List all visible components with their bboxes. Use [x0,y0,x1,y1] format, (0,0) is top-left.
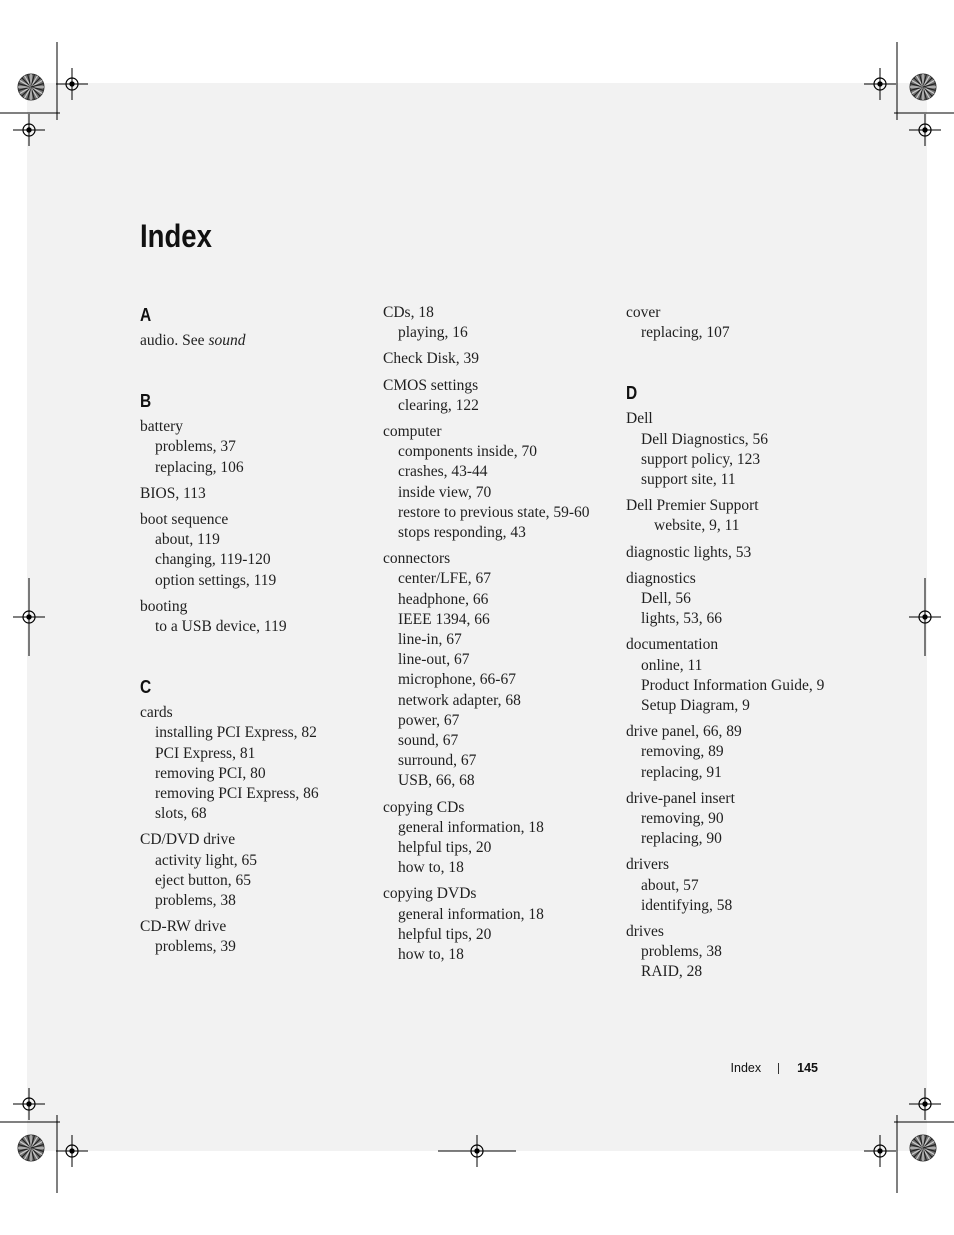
index-entry [140,830,370,911]
index-subentry [383,905,613,925]
index-text: removing PCI, 80 [155,764,266,782]
index-subentry [140,723,370,743]
index-entry [383,549,613,791]
index-subentry [383,503,613,523]
index-subentry [140,764,370,784]
index-entry [626,569,856,630]
index-term [626,855,856,875]
index-subentry [383,323,613,343]
index-term [383,303,613,323]
index-text: eject button, 65 [155,871,251,889]
footer-section-label: Index [730,1061,762,1075]
index-entry-continuation [626,516,856,536]
index-text: playing, 16 [398,324,468,342]
index-term [383,549,613,569]
index-entry [140,331,370,351]
index-term [140,417,370,437]
index-subentry [383,630,613,650]
index-entry [140,510,370,591]
index-section [383,303,613,965]
index-entry [140,917,370,957]
index-text: problems, 39 [155,938,236,956]
index-text: Check Disk, 39 [383,350,480,368]
index-text: drives [626,923,664,941]
index-subentry [626,829,856,849]
index-term [626,789,856,809]
index-text: line-out, 67 [398,651,470,669]
index-text: restore to previous state, 59-60 [398,503,590,521]
index-subentry [140,937,370,957]
index-term [626,303,856,323]
section-letter: C [140,677,152,698]
index-text: drivers [626,856,670,874]
index-subentry [626,896,856,916]
index-text: clearing, 122 [398,396,479,414]
index-text: replacing, 91 [641,763,722,781]
index-term [383,376,613,396]
index-subentry [383,590,613,610]
index-subentry [383,396,613,416]
index-text: to a USB device, 119 [155,618,287,636]
index-entry [626,922,856,983]
index-subentry [383,945,613,965]
index-subentry [626,676,856,696]
index-text: audio. See [140,332,209,349]
index-text: copying CDs [383,798,465,816]
index-subentry [140,530,370,550]
page-number: 145 [797,1061,818,1075]
index-term [626,722,856,742]
index-section [140,703,370,957]
index-subentry [383,771,613,791]
index-subentry [626,450,856,470]
index-term [140,331,370,351]
index-text: BIOS, 113 [140,484,206,502]
index-text: Dell, 56 [641,590,691,608]
index-text: power, 67 [398,711,460,729]
index-subentry [626,809,856,829]
index-text: sound, 67 [398,732,459,750]
index-text: support policy, 123 [641,450,761,468]
index-term [626,635,856,655]
index-text: network adapter, 68 [398,691,521,709]
index-subentry [383,751,613,771]
index-subentry [140,851,370,871]
index-term [140,703,370,723]
index-text: how to, 18 [398,946,464,964]
index-text: inside view, 70 [398,483,492,501]
index-subentry [140,744,370,764]
index-text: online, 11 [641,656,703,674]
index-text: USB, 66, 68 [398,772,475,790]
index-term [383,422,613,442]
index-subentry [626,742,856,762]
index-text: RAID, 28 [641,963,703,981]
index-subentry [140,617,370,637]
index-entry [383,349,613,369]
index-text: crashes, 43-44 [398,463,488,481]
index-text: CD/DVD drive [140,831,236,849]
index-text: CMOS settings [383,376,479,394]
index-term [626,543,856,563]
section-letter: A [140,305,152,325]
index-text: helpful tips, 20 [398,839,492,857]
index-text: removing, 90 [641,810,724,828]
index-term [140,484,370,504]
index-text: problems, 37 [155,438,236,456]
index-subentry [383,858,613,878]
page-title: Index [140,218,212,254]
see-reference: sound [208,332,246,349]
index-text: about, 57 [641,876,699,894]
index-entry [626,409,856,490]
index-entry [626,855,856,916]
index-subentry [626,470,856,490]
index-entry [626,635,856,716]
index-text: drive-panel insert [626,789,735,807]
index-subentry [626,942,856,962]
index-entry [626,543,856,563]
index-text: replacing, 107 [641,324,730,342]
page-footer [731,1061,818,1075]
index-text: booting [140,597,188,615]
index-subentry [626,696,856,716]
index-text: drive panel, 66, 89 [626,723,742,741]
index-entry [383,376,613,416]
index-subentry [383,731,613,751]
index-subentry [140,804,370,824]
index-text: diagnostic lights, 53 [626,543,752,561]
index-subentry [383,925,613,945]
index-subentry [626,323,856,343]
index-subentry [383,523,613,543]
index-text: cards [140,704,173,722]
index-text: CD-RW drive [140,918,227,936]
index-text: general information, 18 [398,818,544,836]
index-subentry [140,891,370,911]
index-text: removing, 89 [641,743,724,761]
index-text: activity light, 65 [155,851,258,869]
index-subentry [626,656,856,676]
index-entry [383,422,613,543]
index-text: how to, 18 [398,859,464,877]
index-subentry [383,569,613,589]
index-text: support site, 11 [641,471,736,489]
index-subentry [626,609,856,629]
index-entry [626,789,856,850]
index-text: surround, 67 [398,752,477,770]
index-subentry [626,589,856,609]
index-subentry [383,462,613,482]
index-section [140,417,370,637]
index-text: problems, 38 [641,943,722,961]
index-subentry [140,550,370,570]
index-term [626,496,856,516]
index-subentry [626,876,856,896]
index-term [626,922,856,942]
index-subentry [140,784,370,804]
index-text: IEEE 1394, 66 [398,610,490,628]
index-text: PCI Express, 81 [155,744,256,762]
index-subentry [140,871,370,891]
index-text: CDs, 18 [383,304,434,321]
index-section [626,303,856,343]
index-term [140,597,370,617]
index-term [140,510,370,530]
index-term [626,569,856,589]
index-text: Product Information Guide, 9 [641,676,825,694]
index-entry [383,303,613,343]
index-entry [626,722,856,783]
index-subentry [140,458,370,478]
index-term [140,830,370,850]
index-text: website, 9, 11 [654,517,740,535]
index-column-2 [383,303,613,971]
index-entry [140,703,370,824]
index-text: changing, 119-120 [155,551,271,569]
index-text: microphone, 66-67 [398,671,516,689]
index-section [140,331,370,351]
index-subentry [140,437,370,457]
index-text: components inside, 70 [398,443,538,461]
index-entry [140,597,370,637]
index-subentry [383,483,613,503]
index-text: stops responding, 43 [398,524,526,542]
section-letter: D [626,383,638,404]
index-text: Dell Premier Support [626,497,759,515]
index-text: installing PCI Express, 82 [155,724,317,742]
index-column-3 [626,303,856,989]
index-text: center/LFE, 67 [398,570,491,588]
index-section [626,409,856,982]
index-entry [140,484,370,504]
index-subentry [626,430,856,450]
index-text: Setup Diagram, 9 [641,697,750,715]
section-letter: B [140,391,152,412]
index-text: boot sequence [140,511,229,529]
index-text: option settings, 119 [155,571,277,589]
footer-separator [778,1063,779,1074]
index-subentry [626,962,856,982]
index-text: replacing, 90 [641,830,722,848]
index-text: cover [626,304,661,321]
index-text: removing PCI Express, 86 [155,785,319,803]
index-text: lights, 53, 66 [641,610,722,628]
index-entry [383,798,613,879]
index-entry [140,417,370,478]
index-term [626,409,856,429]
index-entry [383,884,613,965]
index-column-1 [140,303,370,964]
index-subentry [383,670,613,690]
index-subentry [383,838,613,858]
index-term [383,349,613,369]
index-entry [626,303,856,343]
index-text: battery [140,418,184,436]
index-term [140,917,370,937]
index-subentry [383,711,613,731]
index-term [383,798,613,818]
index-text: problems, 38 [155,892,236,910]
index-text: line-in, 67 [398,631,462,649]
index-subentry [383,650,613,670]
index-subentry [383,442,613,462]
index-text: Dell [626,410,653,428]
index-subentry [140,571,370,591]
index-text: slots, 68 [155,805,207,823]
index-text: diagnostics [626,569,696,587]
index-subentry [383,691,613,711]
index-subentry [383,610,613,630]
index-text: general information, 18 [398,905,544,923]
index-text: Dell Diagnostics, 56 [641,430,768,448]
index-term [383,884,613,904]
index-text: computer [383,423,442,441]
index-text: headphone, 66 [398,590,489,608]
index-text: documentation [626,636,719,654]
index-subentry [626,763,856,783]
index-text: copying DVDs [383,885,477,903]
index-text: connectors [383,550,451,568]
index-entry [626,496,856,536]
index-text: helpful tips, 20 [398,925,492,943]
index-subentry [383,818,613,838]
index-text: identifying, 58 [641,896,733,914]
index-text: about, 119 [155,531,220,549]
index-text: replacing, 106 [155,458,244,476]
